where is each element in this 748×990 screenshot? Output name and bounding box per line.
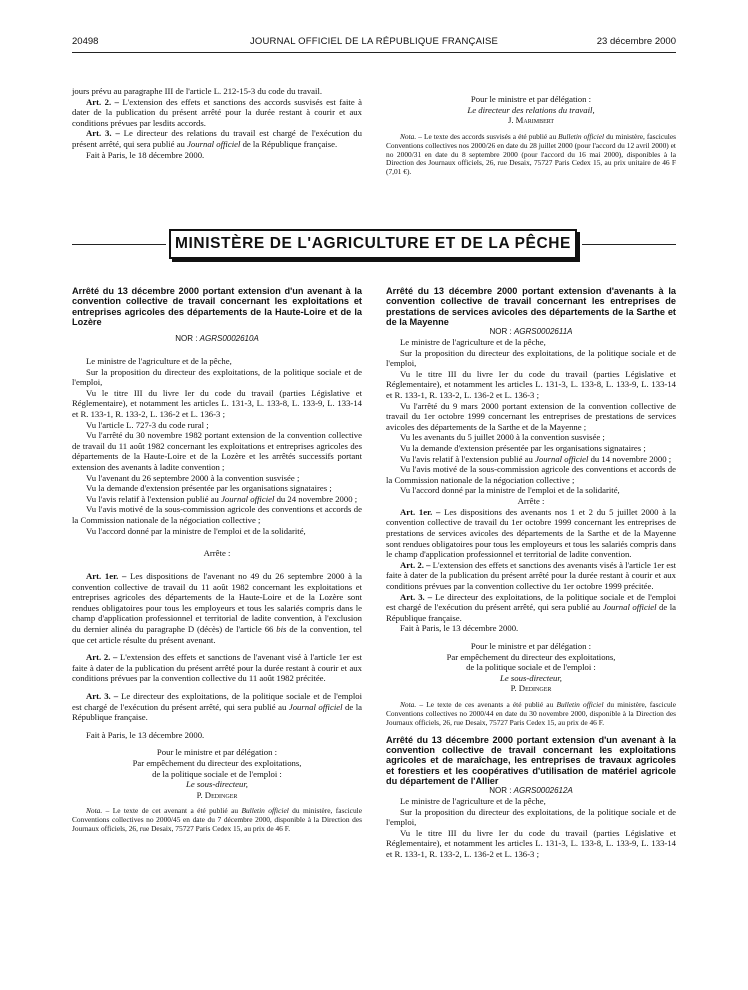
article-3: Art. 3. – Le directeur des relations du travail est chargé de l'exécution du présent arrêté, qui sera publié au Journal officiel de la République française. — [72, 128, 362, 150]
right-decree — [386, 286, 676, 860]
paragraph: Le ministre de l'agriculture et de la pêche, — [400, 336, 546, 347]
page-header — [72, 36, 676, 50]
signature-line: Pour le ministre et par délégation : — [470, 641, 592, 651]
top-left-column — [72, 86, 362, 160]
signature-line: Par empêchement du directeur des exploitations, — [132, 758, 302, 769]
paragraph: jours prévu au paragraphe III de l'article L. 212-15-3 du code du travail. — [72, 86, 323, 96]
paragraph: Sur la proposition du directeur des exploitations, de la politique sociale et de l'emploi, — [386, 806, 676, 828]
nor-reference-2: NOR : AGRS0002612A — [489, 786, 573, 796]
paragraph: Vu l'avis motivé de la sous-commission agricole des conventions et accords de la Commission nationale de la négociation collective ; — [72, 504, 362, 526]
ministry-banner: MINISTÈRE DE L'AGRICULTURE ET DE LA PÊCHE — [169, 229, 577, 259]
signature-date: Fait à Paris, le 18 décembre 2000. — [86, 149, 205, 160]
article-2: Art. 2. – L'extension des effets et sanctions des avenants visés à l'article 1er est faite à dater de la publication du présent arrêté pour la durée restant à courir et aux conditions prévues par la convention collective du 1er octobre 1999 précitée. — [386, 559, 676, 591]
paragraph: Vu l'accord donné par la ministre de l'emploi et de la solidarité, — [86, 525, 306, 536]
signature-line: Pour le ministre et par délégation : — [156, 747, 278, 758]
article-3: Art. 3. – Le directeur des exploitations, de la politique sociale et de l'emploi est chargé de l'exécution du présent arrêté, qui sera publié au Journal officiel de la République française. — [386, 591, 676, 623]
paragraph: Vu le titre III du livre Ier du code du travail (parties Législative et Réglementaire), et notamment les articles L. 131-3, L. 133-8, L. 133-9, L. 133-14 et R. 133-1, R. 133-2, L. 136-2 et L. 136-3 ; — [72, 387, 362, 419]
signature-title: Le sous-directeur, — [186, 779, 248, 790]
signature-line: de la politique sociale et de l'emploi : — [152, 768, 282, 779]
paragraph: Vu l'arrêté du 30 novembre 1982 portant extension de la convention collective de travail du 11 août 1982 concernant les exploitations et entreprises agricoles des départements de la Haute-Loire et de la Lozère et les arrêtés successifs portant extension des avenants à ladite convention ; — [72, 430, 362, 473]
header-rule — [72, 52, 676, 53]
left-decree — [72, 286, 362, 834]
signature-title: Le directeur des relations du travail, — [467, 104, 595, 115]
nor-reference: NOR : AGRS0002611A — [489, 327, 573, 337]
signature-date: Fait à Paris, le 13 décembre 2000. — [400, 623, 519, 634]
banner-rule-left — [72, 244, 166, 245]
paragraph: Vu le titre III du livre Ier du code du travail (parties Législative et Réglementaire), et notamment les articles L. 131-3, L. 133-8, L. 133-9, L. 133-14 et R. 133-1, R. 133-2, L. 136-2 et L. 136-3 ; — [386, 368, 676, 400]
paragraph: Vu l'accord donné par la ministre de l'emploi et de la solidarité, — [400, 485, 620, 496]
signatory-name: P. Dedinger — [196, 789, 238, 800]
signature-line: Pour le ministre et par délégation : — [470, 94, 592, 104]
paragraph: Vu l'avenant du 26 septembre 2000 à la convention susvisée ; — [86, 472, 300, 483]
article-3: Art. 3. – Le directeur des exploitations, de la politique sociale et de l'emploi est chargé de l'exécution du présent arrêté, qui sera publié au Journal officiel de la République française. — [72, 691, 362, 723]
paragraph: Vu la demande d'extension présentée par les organisations signataires ; — [400, 443, 646, 454]
article-2: Art. 2. – L'extension des effets et sanctions de l'avenant visé à l'article 1er est faite à dater de la publication du présent arrêté pour la durée restant à courir et aux conditions prévues par la convention collective du 11 août 1982 précitée. — [72, 652, 362, 684]
signature-date: Fait à Paris, le 13 décembre 2000. — [86, 729, 205, 740]
decree-title-2: Arrêté du 13 décembre 2000 portant extension d'un avenant à la convention collective de travail concernant les exploitations agricoles et de maraîchage, les entreprises de travaux agricoles et forestiers et les coopératives d'utilisation de matériel agricole du département de l'Allier — [386, 734, 676, 786]
note: Nota. – Le texte de cet avenant a été publié au Bulletin officiel du ministère, fascicule Conventions collectives no 2000/45 en date du 7 décembre 2000, disponible à la Direction des Journaux officiels, 26, rue Desaix, 75727 Paris Cedex 15, au prix de 46 F. — [72, 806, 362, 834]
decree-title: Arrêté du 13 décembre 2000 portant extension d'avenants à la convention collective de travail concernant les entreprises de prestations de services avicoles des départements de la Sarthe et de la Mayenne — [386, 286, 676, 327]
paragraph: Vu la demande d'extension présentée par les organisations signataires ; — [86, 483, 332, 494]
signatory-name: P. Dedinger — [510, 683, 552, 694]
paragraph: Sur la proposition du directeur des exploitations, de la politique sociale et de l'emploi, — [386, 347, 676, 369]
paragraph: Vu l'arrêté du 9 mars 2000 portant extension de la convention collective de travail du 1er octobre 1999 concernant les entreprises de prestations de services avicoles des départements de la Sarthe et de la Mayenne ; — [386, 400, 676, 432]
arrete-heading: Arrête : — [517, 496, 545, 507]
issue-date: 23 décembre 2000 — [596, 36, 676, 47]
journal-title: JOURNAL OFFICIEL DE LA RÉPUBLIQUE FRANÇAISE — [249, 36, 499, 47]
signature-title: Le sous-directeur, — [500, 672, 562, 683]
signature-line: de la politique sociale et de l'emploi : — [466, 662, 596, 673]
page-number: 20498 — [72, 36, 99, 47]
article-2: Art. 2. – L'extension des effets et sanctions des accords susvisés est faite à dater de la publication du présent arrêté pour la durée restant à courir et aux conditions prévues par lesdits accords. — [72, 96, 362, 128]
signature-line: Par empêchement du directeur des exploitations, — [446, 651, 616, 662]
paragraph: Vu le titre III du livre Ier du code du travail (parties Législative et Réglementaire), et notamment les articles L. 131-3, L. 133-8, L. 133-9, L. 133-14 et R. 133-1, R. 133-2, L. 136-2 et L. 136-3 ; — [386, 827, 676, 859]
nor-reference: NOR : AGRS0002610A — [175, 334, 259, 344]
paragraph: Le ministre de l'agriculture et de la pêche, — [400, 795, 546, 806]
paragraph: Le ministre de l'agriculture et de la pêche, — [86, 355, 232, 366]
signatory-name: J. Marimbert — [507, 115, 555, 126]
top-right-column — [386, 94, 676, 177]
banner-rule-right — [582, 244, 676, 245]
note: Nota. – Le texte des accords susvisés a été publié au Bulletin officiel du ministère, fascicules Conventions collectives nos 2000/26 en date du 28 juillet 2000 (pour l'accord du 12 avril 2000) et no 2000/31 en date du 8 septembre 2000 (pour l'accord du 16 mai 2000), disponibles à la Direction des Journaux officiels, 26, rue Desaix, 75727 Paris Cedex 15, au prix unitaire de 46 F (7,01 €). — [386, 131, 677, 177]
article-1: Art. 1er. – Les dispositions des avenants nos 1 et 2 du 5 juillet 2000 à la convention collective de travail du 1er octobre 1999 concernant les entreprises de prestations de services avicoles des départements de la Sarthe et de la Mayenne sont rendues obligatoires pour tous les employeurs et tous les salariés compris dans le champ d'application professionnel et territorial de ladite convention. — [386, 506, 677, 560]
paragraph: Vu l'avis relatif à l'extension publié au Journal officiel du 14 novembre 2000 ; — [400, 453, 672, 464]
paragraph: Vu l'avis relatif à l'extension publié au Journal officiel du 24 novembre 2000 ; — [86, 493, 358, 504]
article-1: Art. 1er. – Les dispositions de l'avenant no 49 du 26 septembre 2000 à la convention collective de travail du 11 août 1982 concernant les exploitations et entreprises agricoles des départements de la Haute-Loire et de la Lozère sont rendues obligatoires pour tous les employeurs et tous les salariés compris dans le champ d'application professionnel et territorial de ladite convention, à l'exclusion du dernier alinéa du paragraphe D (décès) de l'article 66 bis de la convention, tel que cet article résulte du présent avenant. — [72, 570, 363, 645]
paragraph: Vu l'avis motivé de la sous-commission agricole des conventions et accords de la Commission nationale de la négociation collective ; — [386, 464, 676, 485]
paragraph: Vu l'article L. 727-3 du code rural ; — [86, 419, 209, 430]
paragraph: Vu les avenants du 5 juillet 2000 à la convention susvisée ; — [400, 432, 605, 443]
arrete-heading: Arrête : — [203, 548, 231, 559]
paragraph: Sur la proposition du directeur des exploitations, de la politique sociale et de l'emploi, — [72, 366, 362, 388]
note: Nota. – Le texte de ces avenants a été publié au Bulletin officiel du ministère, fascicule Conventions collectives no 2000/44 en date du 30 novembre 2000, disponible à la Direction des Journaux officiels, 26, rue Desaix, 75727 Paris Cedex 15, au prix de 46 F. — [386, 700, 677, 727]
decree-title: Arrêté du 13 décembre 2000 portant extension d'un avenant à la convention collective de travail concernant les exploitations et entreprises agricoles des départements de la Haute-Loire et de la Lozère — [72, 286, 362, 327]
